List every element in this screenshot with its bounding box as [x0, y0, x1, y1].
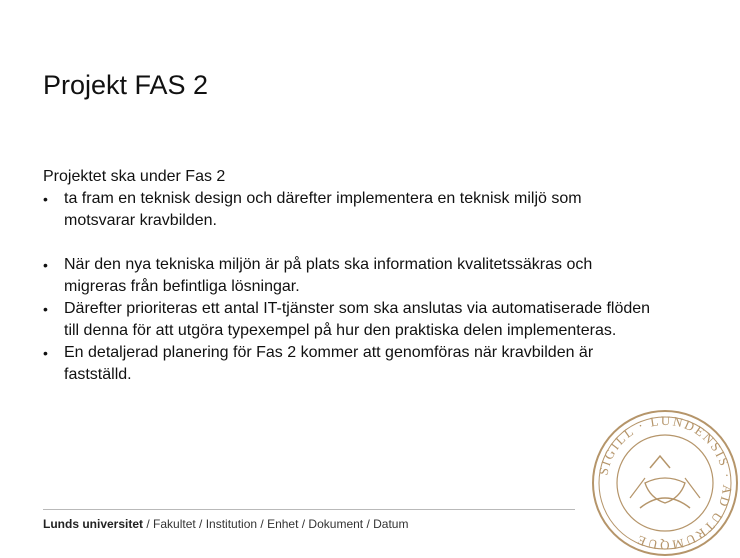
seal-text: SIGILL · LUNDENSIS · AD UTRUMQUE	[595, 412, 736, 554]
bullet-list-2	[43, 254, 653, 386]
slide-title: Projekt FAS 2	[43, 70, 209, 100]
footer-university: Lunds universitet	[43, 517, 144, 531]
slide-content	[43, 166, 653, 386]
university-seal-icon	[590, 408, 740, 558]
bullet-item: • Därefter prioriteras ett antal IT-tjänster som ska anslutas via automatiserade flöden till denna för att utgöra typexempel på hur den praktiska delen implementeras.	[43, 298, 653, 342]
footer	[43, 517, 408, 531]
spacer	[43, 232, 653, 254]
intro-text: Projektet ska under Fas 2	[43, 168, 226, 185]
bullet-item: • En detaljerad planering för Fas 2 kommer att genomföras när kravbilden är fastställd.	[43, 342, 653, 386]
bullet-item: • ta fram en teknisk design och därefter implementera en teknisk miljö som motsvarar kravbilden.	[43, 188, 653, 232]
bullet-list-1	[43, 188, 653, 232]
footer-path: / Fakultet / Institution / Enhet / Dokument / Datum	[143, 517, 409, 531]
bullet-item: • När den nya tekniska miljön är på plats ska information kvalitetssäkras och migreras från befintliga lösningar.	[43, 254, 653, 298]
footer-divider	[43, 509, 575, 510]
